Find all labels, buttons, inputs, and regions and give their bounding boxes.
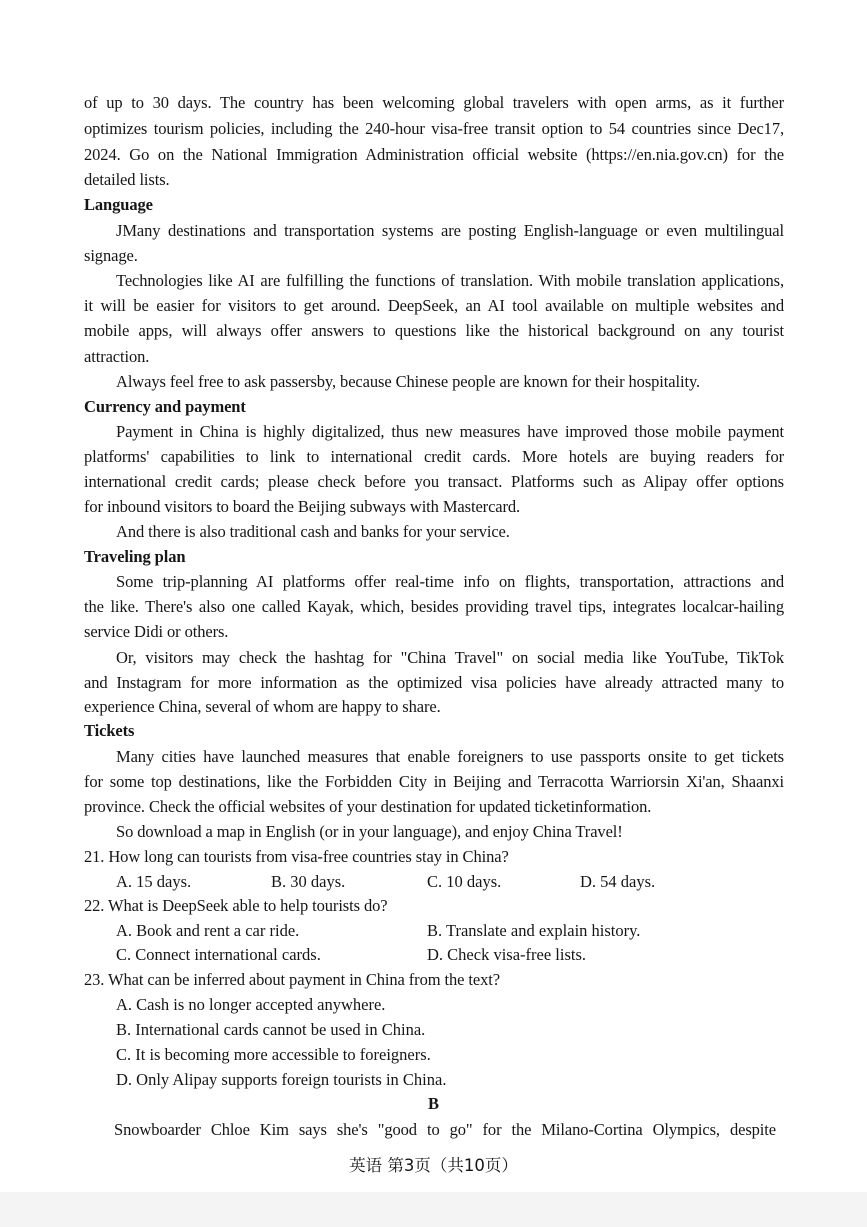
question-21-option-d[interactable]: D. 54 days.	[580, 872, 656, 891]
paragraph-line: platforms' capabilities to link to international credit cards. More hotels are buying readers for	[84, 447, 784, 466]
section-heading-currency: Currency and payment	[84, 397, 246, 416]
section-heading-traveling: Traveling plan	[84, 547, 186, 566]
section-heading-tickets: Tickets	[84, 721, 135, 740]
paragraph-line: And there is also traditional cash and banks for your service.	[116, 522, 510, 541]
page-footer: 英语 第3页（共10页）	[349, 1156, 518, 1175]
question-23-option-c[interactable]: C. It is becoming more accessible to foreigners.	[116, 1045, 431, 1064]
question-21-option-a[interactable]: A. 15 days.	[116, 872, 192, 891]
paragraph-line: experience China, several of whom are happy to share.	[84, 697, 441, 716]
question-23-option-b[interactable]: B. International cards cannot be used in China.	[116, 1020, 426, 1039]
paragraph-line: Many cities have launched measures that enable foreigners to use passports onsite to get tickets	[116, 747, 784, 766]
paragraph-line: service Didi or others.	[84, 622, 229, 641]
section-heading-language: Language	[84, 195, 153, 214]
question-23-option-a[interactable]: A. Cash is no longer accepted anywhere.	[116, 995, 386, 1014]
question-21-stem: 21. How long can tourists from visa-free countries stay in China?	[84, 847, 509, 866]
paragraph-line: for inbound visitors to board the Beijing subways with Mastercard.	[84, 497, 521, 516]
paragraph-line: international credit cards; please check before you transact. Platforms such as Alipay offer options	[84, 472, 784, 491]
scan-bottom-edge	[0, 1192, 867, 1227]
paragraph-line: the like. There's also one called Kayak, which, besides providing travel tips, integrates localcar-hailing	[84, 597, 784, 616]
paragraph-line: Snowboarder Chloe Kim says she's "good to go" for the Milano-Cortina Olympics, despite	[114, 1120, 776, 1139]
paragraph-line: and Instagram for more information as the optimized visa policies have already attracted many to	[84, 673, 784, 692]
question-21-option-b[interactable]: B. 30 days.	[271, 872, 346, 891]
question-22-option-b[interactable]: B. Translate and explain history.	[427, 921, 641, 940]
paragraph-line: it will be easier for visitors to get around. DeepSeek, an AI tool available on multiple websites and	[84, 296, 784, 315]
paragraph-line: detailed lists.	[84, 170, 170, 189]
question-22-option-d[interactable]: D. Check visa-free lists.	[427, 945, 586, 964]
paragraph-line: of up to 30 days. The country has been welcoming global travelers with open arms, as it further	[84, 93, 784, 112]
paragraph-line: Payment in China is highly digitalized, thus new measures have improved those mobile payment	[116, 422, 784, 441]
question-22-option-a[interactable]: A. Book and rent a car ride.	[116, 921, 300, 940]
paragraph-line: attraction.	[84, 347, 150, 366]
question-22-stem: 22. What is DeepSeek able to help tourists do?	[84, 896, 388, 915]
question-22-option-c[interactable]: C. Connect international cards.	[116, 945, 321, 964]
paragraph-line: signage.	[84, 246, 138, 265]
question-23-stem: 23. What can be inferred about payment in China from the text?	[84, 970, 500, 989]
paragraph-line: mobile apps, will always offer answers to questions like the historical background on any tourist	[84, 321, 784, 340]
question-21-option-c[interactable]: C. 10 days.	[427, 872, 502, 891]
paragraph-line: optimizes tourism policies, including the 240-hour visa-free transit option to 54 countries since Dec17,	[84, 119, 784, 138]
paragraph-line: province. Check the official websites of your destination for updated ticketinformation.	[84, 797, 652, 816]
question-23-option-d[interactable]: D. Only Alipay supports foreign tourists in China.	[116, 1070, 447, 1089]
paragraph-line: Always feel free to ask passersby, because Chinese people are known for their hospitality.	[116, 372, 701, 391]
paragraph-line: Or, visitors may check the hashtag for "China Travel" on social media like YouTube, TikTok	[116, 648, 784, 667]
paragraph-line: So download a map in English (or in your language), and enjoy China Travel!	[116, 822, 623, 841]
paragraph-line: for some top destinations, like the Forbidden City in Beijing and Terracotta Warriorsin Xi'an, Shaanxi	[84, 772, 784, 791]
paragraph-line: 2024. Go on the National Immigration Administration official website (https://en.nia.gov.cn) for the	[84, 145, 784, 164]
paragraph-line: Some trip-planning AI platforms offer real-time info on flights, transportation, attractions and	[116, 572, 784, 591]
paragraph-line: Technologies like AI are fulfilling the functions of translation. With mobile translation applications,	[116, 271, 784, 290]
section-b-label: B	[427, 1094, 439, 1113]
paragraph-line: JMany destinations and transportation systems are posting English-language or even multilingual	[116, 221, 784, 240]
